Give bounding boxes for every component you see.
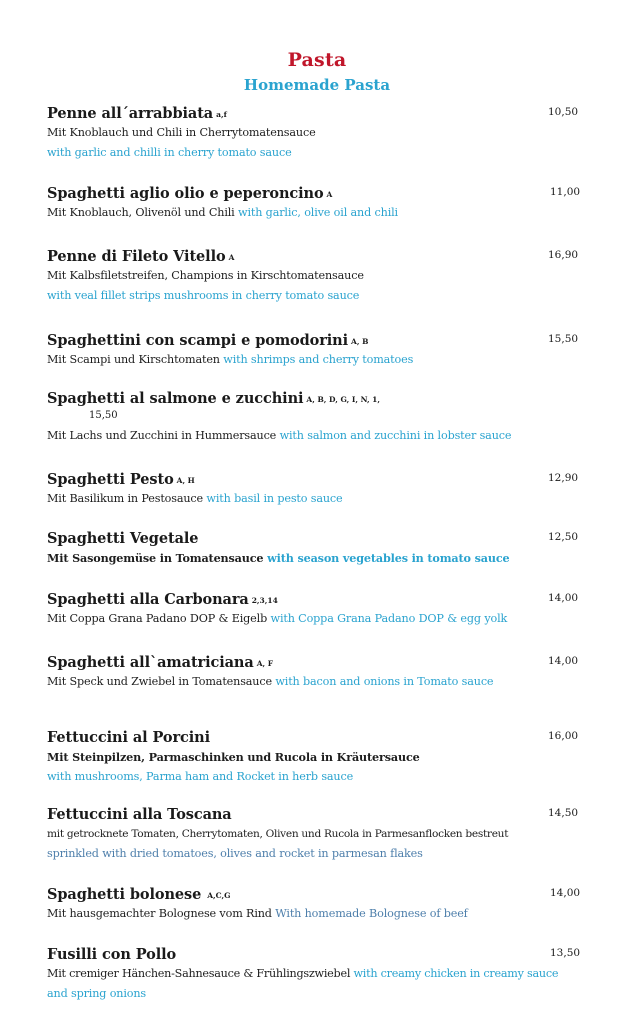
item-allergens: A, H (176, 476, 195, 485)
item-description-de: mit getrocknete Tomaten, Cherrytomaten, Oliven und Rucola in Parmesanflocken bestreut (47, 828, 509, 840)
item-name: Spaghetti al salmone e zucchini (47, 390, 304, 407)
item-description-en: with creamy chicken in creamy sauce (353, 967, 559, 980)
menu-item-spaghetti-salmone (47, 388, 607, 446)
item-name: Spaghetti aglio olio e peperoncino (47, 185, 324, 202)
menu-item-spaghetti-aglio-olio (47, 183, 607, 223)
item-price: 15,50 (548, 333, 579, 345)
item-name: Spaghettini con scampi e pomodorini (47, 332, 349, 349)
item-price: 12,50 (548, 531, 579, 543)
item-price: 14,00 (548, 655, 579, 667)
item-description (47, 350, 607, 370)
item-description-de: Mit Kalbsfiletstreifen, Champions in Kirschtomatensauce (47, 269, 364, 282)
item-description-de: Mit Basilikum in Pestosauce (47, 492, 204, 505)
item-price: 15,50 (89, 410, 118, 421)
item-description-en: with shrimps and cherry tomatoes (223, 353, 414, 366)
item-description (47, 426, 607, 446)
item-allergens: a,f (216, 110, 227, 119)
page-title: Pasta (287, 49, 347, 71)
menu-item-spaghetti-carbonara (47, 589, 607, 629)
menu-item-fettuccini-porcini (47, 727, 607, 787)
item-description-en-cont: and spring onions (47, 987, 146, 1000)
item-description-en: With homemade Bolognese of beef (275, 907, 468, 920)
item-description-en: with salmon and zucchini in lobster sauce (279, 429, 512, 442)
item-allergens: A, F (256, 659, 274, 668)
menu-item-spaghetti-bolonese (47, 884, 607, 924)
menu-item-spaghetti-pesto (47, 469, 607, 509)
item-description (47, 609, 607, 629)
item-description (47, 489, 607, 509)
item-price: 13,50 (550, 947, 581, 959)
menu-item-fusilli-pollo (47, 944, 607, 1004)
item-description-de: Mit hausgemachter Bolognese vom Rind (47, 907, 272, 920)
item-description (47, 904, 607, 924)
item-name: Spaghetti alla Carbonara (47, 591, 249, 608)
item-price: 12,90 (548, 472, 579, 484)
item-price: 14,00 (550, 887, 581, 899)
item-allergens: A, B, D, G, I, N, 1, (306, 395, 381, 404)
item-name: Penne all´arrabbiata (47, 105, 214, 122)
item-description-de: Mit Sasongemüse in Tomatensauce (47, 551, 264, 565)
item-description-en: with veal fillet strips mushrooms in cherry tomato sauce (47, 289, 360, 302)
item-description-de: Mit Speck und Zwiebel in Tomatensauce (47, 675, 272, 688)
item-description-de: Mit Steinpilzen, Parmaschinken und Rucola in Kräutersauce (47, 750, 420, 764)
item-description (47, 964, 607, 984)
item-allergens: A (326, 190, 333, 199)
item-name: Spaghetti bolonese (47, 886, 202, 903)
item-description (47, 203, 607, 223)
item-description-en: sprinkled with dried tomatoes, olives and rocket in parmesan flakes (47, 847, 423, 860)
item-price: 11,00 (550, 186, 581, 198)
item-description-de: Mit Lachs und Zucchini in Hummersauce (47, 429, 277, 442)
item-description-en: with garlic and chilli in cherry tomato sauce (47, 146, 292, 159)
item-name: Penne di Fileto Vitello (47, 248, 226, 265)
page-subtitle: Homemade Pasta (243, 76, 391, 94)
item-description-de: Mit Knoblauch, Olivenöl und Chili (47, 206, 235, 219)
item-name: Spaghetti Pesto (47, 471, 174, 488)
menu-item-penne-arrabbiata (47, 103, 607, 163)
item-description-en: with garlic, olive oil and chili (238, 206, 398, 219)
item-description-en: with mushrooms, Parma ham and Rocket in herb sauce (47, 770, 354, 783)
menu-item-fettuccini-toscana (47, 804, 607, 864)
item-description-en: with bacon and onions in Tomato sauce (275, 675, 494, 688)
menu-item-spaghettini-scampi (47, 330, 607, 370)
item-name: Fusilli con Pollo (47, 946, 177, 963)
item-allergens: A (228, 253, 235, 262)
menu-item-penne-fileto-vitello (47, 246, 607, 306)
item-description-de: Mit Scampi und Kirschtomaten (47, 353, 220, 366)
item-price: 16,90 (548, 249, 579, 261)
item-name: Fettuccini al Porcini (47, 729, 210, 746)
item-price: 14,00 (548, 592, 579, 604)
item-price: 14,50 (548, 807, 579, 819)
item-description (47, 548, 607, 568)
item-description-en: with season vegetables in tomato sauce (267, 551, 510, 565)
menu-item-spaghetti-vegetale (47, 528, 607, 568)
item-description-de: Mit Knoblauch und Chili in Cherrytomatensauce (47, 126, 316, 139)
item-description-de: Mit cremiger Hänchen-Sahnesauce & Frühlingszwiebel (47, 967, 351, 980)
item-description-de: Mit Coppa Grana Padano DOP & Eigelb (47, 612, 268, 625)
item-price: 16,00 (548, 730, 579, 742)
item-allergens: A, B (351, 337, 369, 346)
item-description (47, 672, 607, 692)
item-allergens: A,C,G (207, 891, 231, 900)
item-name: Spaghetti all`amatriciana (47, 654, 254, 671)
item-price: 10,50 (548, 106, 579, 118)
item-name: Spaghetti Vegetale (47, 530, 199, 547)
menu-item-spaghetti-amatriciana (47, 652, 607, 692)
item-name: Fettuccini alla Toscana (47, 806, 232, 823)
item-description-en: with basil in pesto sauce (206, 492, 343, 505)
item-description-en: with Coppa Grana Padano DOP & egg yolk (270, 612, 508, 625)
item-allergens: 2,3,14 (251, 596, 278, 605)
